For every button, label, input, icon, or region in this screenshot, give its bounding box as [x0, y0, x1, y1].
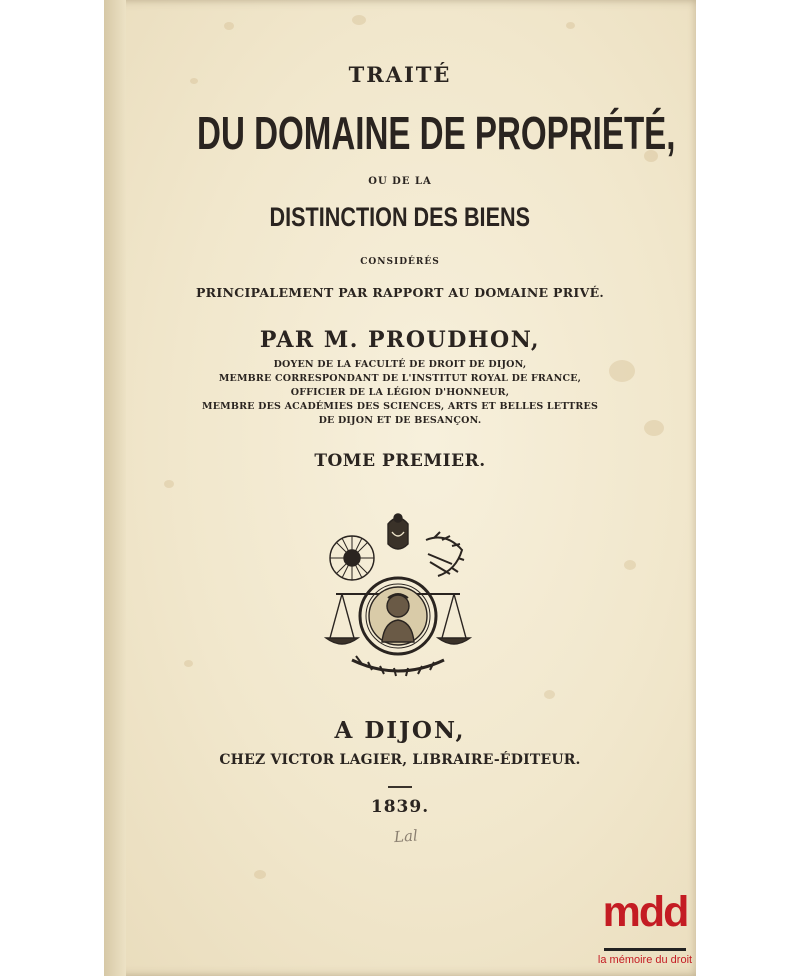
foxing-spot [184, 660, 193, 667]
foxing-spot [164, 480, 174, 488]
author-credential: MEMBRE CORRESPONDANT DE L'INSTITUT ROYAL DE FRANCE, [218, 373, 582, 384]
handwritten-note: Lal [393, 826, 419, 847]
foxing-spot [224, 22, 234, 30]
volume-label: TOME PREMIER. [314, 451, 486, 471]
author-credential: DOYEN DE LA FACULTÉ DE DROIT DE DIJON, [273, 359, 527, 370]
logo-tagline: la mémoire du droit [597, 954, 693, 966]
author-credential: MEMBRE DES ACADÉMIES DES SCIENCES, ARTS ET BELLES LETTRES [201, 401, 599, 412]
mdd-logo [590, 880, 700, 976]
author-line: PAR M. PROUDHON, [259, 327, 541, 353]
logo-bar [604, 948, 686, 951]
publication-year: 1839. [370, 797, 430, 817]
book-page [104, 0, 696, 976]
publisher-line: CHEZ VICTOR LAGIER, LIBRAIRE-ÉDITEUR. [219, 752, 581, 768]
logo-text: mdd [602, 888, 688, 936]
consideres-text: CONSIDÉRÉS [360, 257, 440, 267]
subtitle: DISTINCTION DES BIENS [269, 202, 531, 232]
author-credential: DE DIJON ET DE BESANÇON. [318, 415, 482, 426]
divider-rule [388, 786, 412, 788]
foxing-spot [352, 15, 366, 25]
foxing-spot [544, 690, 555, 699]
author-credential: OFFICIER DE LA LÉGION D'HONNEUR, [290, 387, 510, 398]
main-title: DU DOMAINE DE PROPRIÉTÉ, [197, 107, 676, 159]
foxing-spot [566, 22, 575, 29]
publication-city: A DIJON, [334, 717, 466, 744]
foxing-spot [624, 560, 636, 570]
title-traite: TRAITÉ [348, 62, 452, 87]
principalement-text: PRINCIPALEMENT PAR RAPPORT AU DOMAINE PRIVÉ. [195, 285, 605, 300]
ou-de-la-text: OU DE LA [368, 176, 432, 187]
foxing-spot [254, 870, 266, 879]
justice-scales-emblem-icon [322, 510, 474, 680]
